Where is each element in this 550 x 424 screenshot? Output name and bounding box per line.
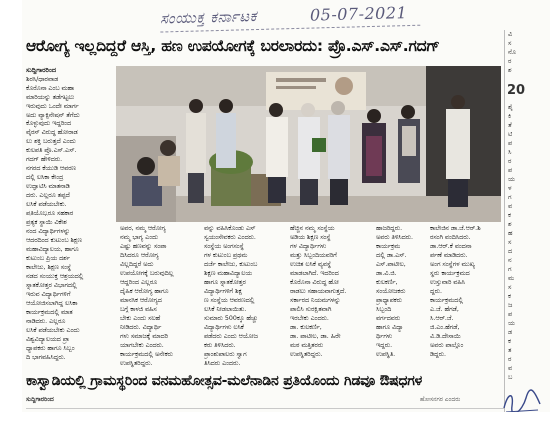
text-line: ಎಷ್ಟು ಹಣವನ್ನು ಸಂಪಾ [120,243,167,250]
text-line: ಮಾರಿಯನ್ನು ತಡೆಗಟ್ಟಲು [26,93,75,101]
text-line: ಕಾಲೇಜಿನ ಡಾ.ಜೆ.ಆರ್.ಶಿ [430,225,481,232]
article-column-4 [290,224,372,376]
text-line: ಮಾನಸಿಕ ಆರೋಗ್ಯದ [120,297,162,304]
adjacent-line: ಶೈ [508,103,513,111]
text-line: ನಗರದ ಕೆಯುಡಿ ಆವರಣ [26,164,76,172]
text-line: ಸಿ.ಆರ್.ಜೆ. [430,315,454,322]
text-line: ಉಸ್ತುವಾರಿ ವಹಿಸಿ [430,279,466,286]
article-column-1 [26,218,116,370]
text-line: ವಿ.ಡಿ.ದೇಸಾಯಿ [430,333,461,340]
text-line: ಕುಟುಂಬ ಪ್ರಿಯ ದರ್ಶ [26,255,70,262]
text-line: ಅಡಿಯ ಶಿಕ್ಷಣ ಸಂಸ್ಥೆ [290,234,331,241]
text-line: ಡಾ. ಪಾಟೀಲ, ಡಾ. ಹಿರೇ [290,333,341,340]
text-line: ದಿ ಭಾಗವಹಿಸಿದ್ದರು. [26,354,66,361]
adjacent-line: ಸ [508,238,512,246]
text-line: ಕಾರ್ಯಕ್ರಮದಲ್ಲಿ ಅನೇಕರು [120,351,173,358]
text-line: ಗದಗ್ ಹೇಳಿದರು. [26,156,63,164]
text-line: ಗಳ ಕುಟುಂಬ ಪ್ರಥಮ [204,252,248,259]
text-line: ಮಾಡಲಾಗಿದೆ. ಇದರಿಂದ [290,270,339,277]
adjacent-line: ಸ [508,39,512,47]
text-line: ವಿಲ್ಲದಿದ್ದರೆ ಅದು [120,261,154,268]
text-line: ಲಸಿಕೆ ನೀಡಲಾಯಿತು. [204,306,247,313]
text-line: ಗಳ ವಿದ್ಯಾರ್ಥಿಗಳು [290,243,327,250]
adjacent-line: ಜ [508,301,513,309]
text-line: ನಾಡಿದರು. ಎಲ್ಲರೂ [26,318,66,325]
adjacent-line: ರ [508,157,512,165]
text-line: ದೈಹಿಕ ಆರೋಗ್ಯ ಹಾಗೂ [120,288,169,295]
text-line: ಸರ್ಕಾರದ ನಿಯಮಗಳನ್ನು [290,297,341,304]
adjacent-line: ಳ [508,184,512,192]
text-line: ದರು. ಎಲ್ಲರೂ ತಪ್ಪದೆ [26,191,70,199]
text-line: ಸ್ಥರು ಕಾರ್ಯಕ್ರಮದ [430,270,470,277]
adjacent-line: ತೆ [508,121,512,129]
article-column-5 [376,224,426,376]
text-line: ವರ್ಗದವರು [376,315,401,322]
text-line: ಉಚಿತ ಲಸಿಕೆ ವ್ಯವಸ್ಥೆ [290,261,332,268]
text-line: ಅದು ವ್ಯಾಕ್ಸಿನೇಷನ್ ತೆಗೆದು [26,111,80,119]
text-line: ಆದ್ದರಿಂದ ಎಲ್ಲರೂ [120,279,158,286]
text-line: ಅವರು ತಿಳಿಸಿದರು. [376,234,414,241]
text-line: ವೈರಸ್ ವಿರುದ್ಧ ಹೋರಾಡ [26,129,78,137]
text-line: ದ್ದರು. [430,288,442,295]
text-line: ತಿಸಿದರು ಎಂದರು. [204,360,241,367]
photo-illustration [116,66,501,222]
second-headline: ಕಾಸ್ವಾಡಿಯಲ್ಲಿ ಗ್ರಾಮಸ್ಥರಿಂದ ವನಮಹೋತ್ಸವ-ಮಲೆನಾಡಿನ ಪ್ರತಿಯೊಂದು ಗಿಡವೂ ಔಷಧಗಳ [26,373,423,389]
adjacent-line: ವ [508,364,513,372]
adjacent-column-fragment [504,30,550,420]
text-line: ರಾಡಲು ಸಹಾಯವಾಗುತ್ತದೆ. [290,288,347,295]
text-line: ಪ್ರಾಂಶುಪಾಲರು ಸ್ವಾಗ [204,351,247,358]
text-line: ಡಾ.ವಿ.ಜಿ. [376,270,397,277]
text-line: ದಲ್ಲಿ ಡಾ.ಎಸ್. [376,252,407,259]
adjacent-line: ಸಿ [508,148,512,156]
news-photo [116,66,501,222]
text-line: ಇರಬೇಕು ಎಂದರು. [290,315,329,322]
text-line: ಸಿಬ್ಬಂದಿ [376,306,392,313]
text-line: ಮತ್ತು ಸಿಬ್ಬಂದಿಯವರಿಗೆ [290,252,337,259]
text-line: ಉಪಸ್ಥಿತರಿದ್ದರು. [290,351,323,358]
article-column-2 [120,224,200,376]
text-line: ಎ.ಜೆ. ಹೆಗಡೆ, [430,306,459,313]
adjacent-line: ಯ [508,319,515,327]
main-headline: ಆರೋಗ್ಯ ಇಲ್ಲದಿದ್ದರೆ ಆಸ್ತಿ, ಹಣ ಉಪಯೋಗಕ್ಕೆ ಬರಲಾರದು: ಪ್ರೊ.ಎಸ್.ಎಸ್.ಗದಗ್ [26,37,440,55]
text-line: ಇರುವ ವಿದ್ಯಾರ್ಥಿಗಳಿಗೆ [26,291,71,298]
text-line: ಉದ್ಘಾಟಿಸಿ ಮಾತನಾಡಿ [26,182,70,190]
adjacent-line: ವಿ [508,30,513,38]
text-line: ಸಂಸ್ಥೆಯ ಅಂಗಸಂಸ್ಥೆ [204,243,244,250]
adjacent-line: ಟಿ [508,130,513,138]
text-line: ಉಪಸ್ಥಿತರಿದ್ದರು. [120,360,153,367]
adjacent-line: ಕ [508,292,511,300]
bottom-rule [26,408,504,410]
adjacent-line: ಮ [508,274,515,282]
lead-column [26,66,112,216]
text-line: ಕುಲಕರ್ಣಿ, [376,279,398,286]
text-line: ಗಳು ಸಮಾಜಕ್ಕೆ ಮಾದರಿ [120,333,168,340]
text-line: ಕಾಲೇಜು, ಶಿಕ್ಷಣ ಸಂಸ್ಥೆ [26,264,72,271]
text-line: ಇದ್ದರು. [376,342,393,349]
adjacent-line: ರ [508,57,512,65]
text-line: ಲಸಿಕೆ ಪಡೆಯಬೇಕು. [26,200,67,208]
second-article-fragment: ಹೋಸನಗರ ಎಂದರು [420,396,461,403]
text-line: ಸುಮಾರು 500ಕ್ಕೂ ಹೆಚ್ಚು [204,315,258,322]
text-line: ವನ್ನು ವಹಿಸಿಕೊಂಡು ಎಸ್ [204,225,256,232]
lead-place: ಶಿರಸಿ/ಧಾರವಾಡ [26,75,59,83]
text-line: ಪ್ರತ್ಯಕ ಸ್ಥಾಯಿ ವಿಕೇಶ [26,219,67,226]
text-line: ಕಾರ್ಯಕ್ರಮದಲ್ಲಿ ಮಾತ [26,309,73,316]
text-line: ಸ್ನಾತಕೋತ್ತರ ವಿಭಾಗದಲ್ಲಿ [26,282,77,289]
text-line: ನೀಡಿದರು. ವಿದ್ಯಾರ್ಥಿ [120,324,162,331]
text-line: ದಿಸಿದರೂ ಆರೋಗ್ಯ [120,252,159,259]
text-line: ಹಾಗೂ ವಿದ್ಯಾ [376,324,404,331]
text-line: ಕಾರ್ಯಕ್ರಮದಲ್ಲಿ [430,297,463,304]
text-line: ಎಸ್.ಪಾಟೀಲ, [376,261,406,268]
lead-byline: ಸುದ್ದಿಗಾರರಿಂದ [26,66,57,74]
text-line: ಹಾಗೂ ಸ್ನಾತಕೋತ್ತರ [204,279,246,286]
text-line: ಡಾ.ಆರ್.ಕೆ ವಂದನಾ [430,243,472,250]
text-line: ಹಾಜರಿದ್ದರು. [376,225,403,232]
text-line: ಲಸಿಕೆ ಪಡೆಯಬೇಕು ಎಂದು [26,327,80,334]
adjacent-line: ಕ [508,211,511,219]
text-line: ವಿದ್ಯಾರ್ಥಿಗಳಿಗೆ ಶಿಕ್ಷ [204,288,242,295]
adjacent-line: ಶ [508,66,512,74]
text-line: ಸಂಯೋಜಕರು [376,288,406,295]
text-line: ಜಿ.ಎಂ.ಹೆಗಡೆ, [430,324,460,331]
text-line: ಪಡೆದರು ಎಂದು ಆಯೋಜ [204,333,258,340]
text-line: ನಡದ ಸಂಯುಕ್ತ ಆಶ್ರಯದಲ್ಲಿ [26,273,84,280]
text-line: ಪ್ರಾಧ್ಯಾಪಕರು [376,297,402,304]
text-line: ಡಾ. ಕುಲಕರ್ಣಿ, [290,324,322,331]
adjacent-line: ಕಿ [508,112,512,120]
text-line: ಶಿಕ್ಷಣ ಮಹಾವಿದ್ಯಾಲಯ [204,270,252,277]
adjacent-line: ಪ [508,139,513,147]
text-line: ಡಿದ್ದರು. [430,351,446,358]
text-line: ಪಾಲಿಸಿ ಸುರಕ್ಷಿತವಾಗಿ [290,306,332,313]
handwritten-date: 05-07-2021 [309,3,408,25]
text-line: ಆದರದಿಂದ ಕುಟುಂಬ ಶಿಕ್ಷಣ [26,237,82,244]
adjacent-line: ಡ [508,328,513,336]
adjacent-line: ದ [508,247,513,255]
text-line: ಕುಲಪತಿ ಪ್ರೊ.ಎಸ್.ಎಸ್. [26,147,77,155]
adjacent-line: ಬ [508,373,513,381]
text-line: ಣ ಸಂಸ್ಥೆಯ ಆವರಣದಲ್ಲಿ [204,297,255,304]
text-line: ಯಾಗಬೇಕು ಎಂದರು. [120,342,164,349]
left-margin [0,0,22,424]
adjacent-line: ಗ [508,193,512,201]
text-line: ದಲ್ಲಿ ಲಸಿಕಾ ಕೇಂದ್ರ [26,173,64,181]
adjacent-line: ಪ [508,310,513,318]
text-line: ಕರು ತಿಳಿಸಿದರು. [204,342,236,349]
page-edge [22,412,550,424]
adjacent-line: ತ [508,346,512,354]
adjacent-line: ರ [508,355,512,363]
adjacent-line: ಕ [508,337,511,345]
text-line: ಕೊರೊನಾ ವಿರುದ್ಧ ಹೋ [290,279,339,286]
text-line: ಇರುವುದು ಒಂದೇ ಮಾರ್ಗ [26,102,79,110]
lead-lines [26,85,112,216]
text-line: ಉಪಸ್ಥಿತಿ. [376,351,396,358]
article-column-3 [204,224,286,376]
adjacent-line: ಸ [508,283,512,291]
text-line: ಸ್ವಯಂಸೇವಕರು ಎಂದರು. [204,234,256,241]
text-line: ದರ್ಜೆ ಕಾಲೇಜು, ಕುಟುಂಬ [204,261,258,268]
text-line: ಅವರು ಪಾಲ್ಗೊಂ [430,342,464,349]
article-body [26,218,504,370]
text-line: ರ್ಪಣೆ ಮಾಡಿದರು. [430,252,468,259]
text-line: ವಿದ್ಯಾರ್ಥಿಗಳು ಲಸಿಕೆ [204,324,244,331]
handwritten-masthead [160,0,431,33]
text-line: ವಿಶ್ವವಿದ್ಯಾಲಯದ ಪ್ರಾ [26,336,70,343]
adjacent-line: ಪ [508,166,513,174]
adjacent-line: ನ [508,256,512,264]
text-line: ಲು ಶಕ್ತಿ ಬರುತ್ತದೆ ಎಂದು [26,138,76,146]
adjacent-line: ಶ [508,220,512,228]
text-line: ನಂದ ವಿದ್ಯಾರ್ಥಿಗಳನ್ನು [26,228,71,235]
text-line: ಕಾರ್ಯಕ್ರಮ [376,243,401,250]
text-line: ಬೇಕು ಎಂದು ಸಲಹೆ [120,315,161,322]
text-line: ಮಠ ಮತ್ತಿತರರು [290,342,324,349]
text-line: ಅಂಗ ಸಂಸ್ಥೆಗಳ ಮುಖ್ಯ [430,261,475,268]
text-line: ಆಯೋಜಿಸಲಾಗಿದ್ದ ಲಸಿಕಾ [26,300,78,307]
text-line: ರಸಂಗಿ ವಂದಿಸಿದರು. [430,234,471,241]
text-line: ಕೊರೊನಾ ಎಂಬ ಮಹಾ [26,84,75,92]
adjacent-line: ಗ [508,265,512,273]
text-line: ಕೊಳ್ಳುವುದು ಇದ್ದರಿಂದ [26,120,72,128]
text-line: ಮಹಾವಿದ್ಯಾಲಯ, ಹಾಗೂ [26,246,79,253]
text-line: ಧ್ಯಾಪಕರು ಹಾಗೂ ಸಿಬ್ಬಂ [26,345,75,352]
text-line: ಹೆಚ್ಚಿನ ನಮ್ಮ ಸಂಸ್ಥೆಯ [290,225,335,232]
adjacent-line: 20 [507,83,526,98]
adjacent-line: ನೊ [508,48,517,56]
handwritten-source: ಸಂಯುಕ್ತ ಕರ್ನಾಟಕ [159,6,258,28]
article-column-6 [430,224,504,376]
second-byline: ಸುದ್ದಿಗಾರರಿಂದ [26,396,54,403]
adjacent-line: ವ [508,202,513,210]
text-line: ಪ್ರತಿಯೊಬ್ಬರೂ ಸಹಕಾರ [26,209,74,216]
text-line: ಬಗ್ಗೆ ಕಾಳಜಿ ವಹಿಸ [120,306,157,313]
text-line: ಉಪಯೋಗಕ್ಕೆ ಬರುವುದಿಲ್ಲ [120,270,174,277]
text-line: ರ್ಥಿಗಳು [376,333,393,340]
adjacent-line: ಹ [508,229,513,237]
text-line: ನಮ್ಮ ಭಾಗ್ಯ ಎಂದು [120,234,159,241]
text-line: ಅವರ, ನಮ್ಮ ಆರೋಗ್ಯ [120,225,166,232]
adjacent-line: ಯ [508,175,515,183]
